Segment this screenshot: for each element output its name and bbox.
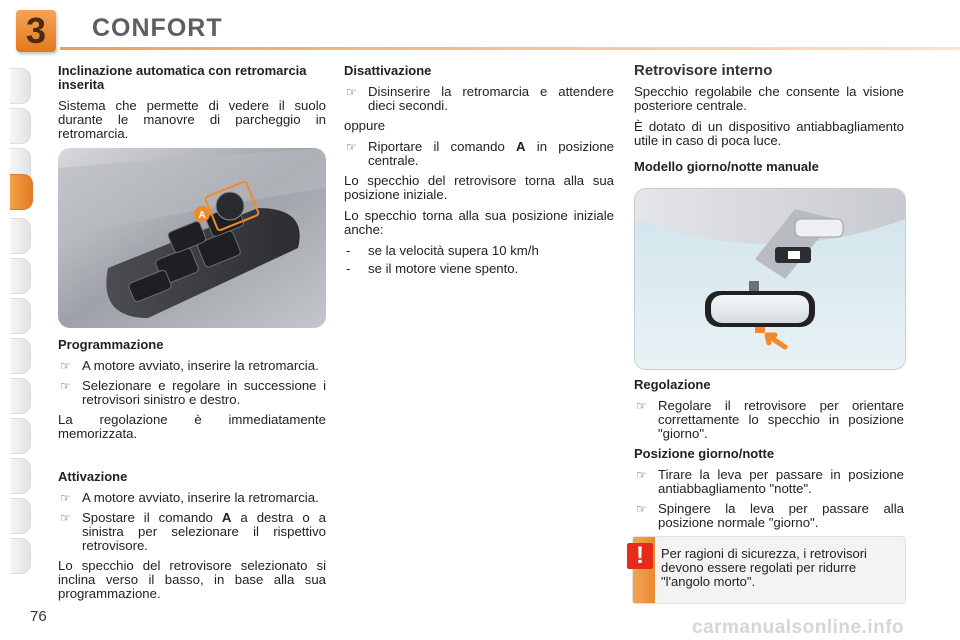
warning-box <box>632 536 906 604</box>
list-item: ☞ Regolare il retrovisore per orientare correttamente lo specchio in posizione "giorno". <box>636 398 904 441</box>
retro-para-2: È dotato di un dispositivo antiabbagliamento utile in caso di poca luce. <box>634 119 904 148</box>
chapter-tab[interactable] <box>10 378 31 414</box>
section-heading-modello: Modello giorno/notte manuale <box>634 159 819 174</box>
page-title: CONFORT <box>92 14 223 42</box>
section-heading-attivazione: Attivazione <box>58 469 128 484</box>
dis-para-2: Lo specchio torna alla sua posizione iniziale anche: <box>344 208 614 237</box>
warning-text: Per ragioni di sicurezza, i retrovisori devono essere regolati per ridurre "l'angolo morto". <box>661 546 867 589</box>
header-rule <box>60 47 960 50</box>
section-heading-tilt: Inclinazione automatica con retromarcia inserita <box>58 63 307 92</box>
section-heading-posizione: Posizione giorno/notte <box>634 446 775 461</box>
chapter-tab[interactable] <box>10 68 31 104</box>
list-item: - se la velocità supera 10 km/h <box>346 243 539 258</box>
column-2 <box>344 64 614 280</box>
chapter-tab[interactable] <box>10 498 31 534</box>
section-heading-retrovisore: Retrovisore interno <box>634 62 773 79</box>
mirror-sensor <box>788 251 800 259</box>
retro-para-1: Specchio regolabile che consente la visione posteriore centrale. <box>634 84 904 113</box>
pointer-icon: ☞ <box>60 379 71 393</box>
chapter-tabs <box>0 60 34 580</box>
door-switch-drawing <box>58 148 326 328</box>
column-3-top <box>634 64 904 181</box>
pointer-icon: ☞ <box>346 140 357 154</box>
callout-a-label: A <box>198 210 206 221</box>
list-item: ☞ Riportare il comando A in posizione centrale. <box>346 139 614 168</box>
section-heading-disattivazione: Disattivazione <box>344 63 432 78</box>
pointer-icon: ☞ <box>346 85 357 99</box>
list-item: ☞ A motore avviato, inserire la retromarcia. <box>60 490 319 505</box>
pointer-icon: ☞ <box>60 511 71 525</box>
warning-icon: ! <box>627 543 653 569</box>
chapter-tab[interactable] <box>10 458 31 494</box>
door-switch-illustration <box>58 148 326 328</box>
list-item: ☞ Spostare il comando A a destra o a sinistra per selezionare il rispettivo retrovisore. <box>60 510 326 553</box>
list-item: ☞ Spingere la leva per passare alla posizione normale "giorno". <box>636 501 904 530</box>
chapter-tab[interactable] <box>10 218 31 254</box>
chapter-badge: 3 <box>16 10 56 52</box>
pointer-icon: ☞ <box>636 468 647 482</box>
list-item: ☞ A motore avviato, inserire la retromarcia. <box>60 358 319 373</box>
pointer-icon: ☞ <box>60 359 71 373</box>
section-heading-regolazione: Regolazione <box>634 377 711 392</box>
mirror-joystick <box>216 192 244 220</box>
list-item: - se il motore viene spento. <box>346 261 519 276</box>
dis-para-1: Lo specchio del retrovisore torna alla sua posizione iniziale. <box>344 173 614 202</box>
chapter-tab[interactable] <box>10 338 31 374</box>
section-heading-programmazione: Programmazione <box>58 337 164 352</box>
mirror-illustration <box>634 188 906 370</box>
chapter-tab[interactable] <box>10 108 31 144</box>
column-3-bottom <box>634 378 904 536</box>
column-1-top <box>58 64 326 148</box>
watermark: carmanualsonline.info <box>692 617 905 638</box>
chapter-tab[interactable] <box>10 538 31 574</box>
chapter-tab[interactable] <box>10 298 31 334</box>
mirror-lever <box>755 327 765 333</box>
chapter-tab[interactable] <box>10 258 31 294</box>
tilt-intro: Sistema che permette di vedere il suolo durante le manovre di parcheggio in retromarcia. <box>58 98 326 141</box>
prog-note: La regolazione è immediatamente memorizzata. <box>58 412 326 441</box>
chapter-tab-active[interactable] <box>10 174 33 210</box>
list-item: ☞ Disinserire la retromarcia e attendere dieci secondi. <box>346 84 614 113</box>
mirror-drawing <box>635 189 905 369</box>
list-item: ☞ Tirare la leva per passare in posizione antiabbagliamento "notte". <box>636 467 904 496</box>
page-number: 76 <box>30 608 47 625</box>
pointer-icon: ☞ <box>60 491 71 505</box>
pointer-icon: ☞ <box>636 502 647 516</box>
pointer-icon: ☞ <box>636 399 647 413</box>
chapter-tab[interactable] <box>10 418 31 454</box>
mirror-glass <box>711 295 809 323</box>
dash-bullet: - <box>346 261 351 276</box>
column-1-bottom <box>58 338 326 608</box>
oppure-text: oppure <box>344 118 386 133</box>
att-note: Lo specchio del retrovisore selezionato si inclina verso il basso, in base alla sua programmazione. <box>58 558 326 601</box>
dash-bullet: - <box>346 243 351 258</box>
list-item: ☞ Selezionare e regolare in successione i retrovisori sinistro e destro. <box>60 378 326 407</box>
courtesy-light <box>795 219 843 237</box>
